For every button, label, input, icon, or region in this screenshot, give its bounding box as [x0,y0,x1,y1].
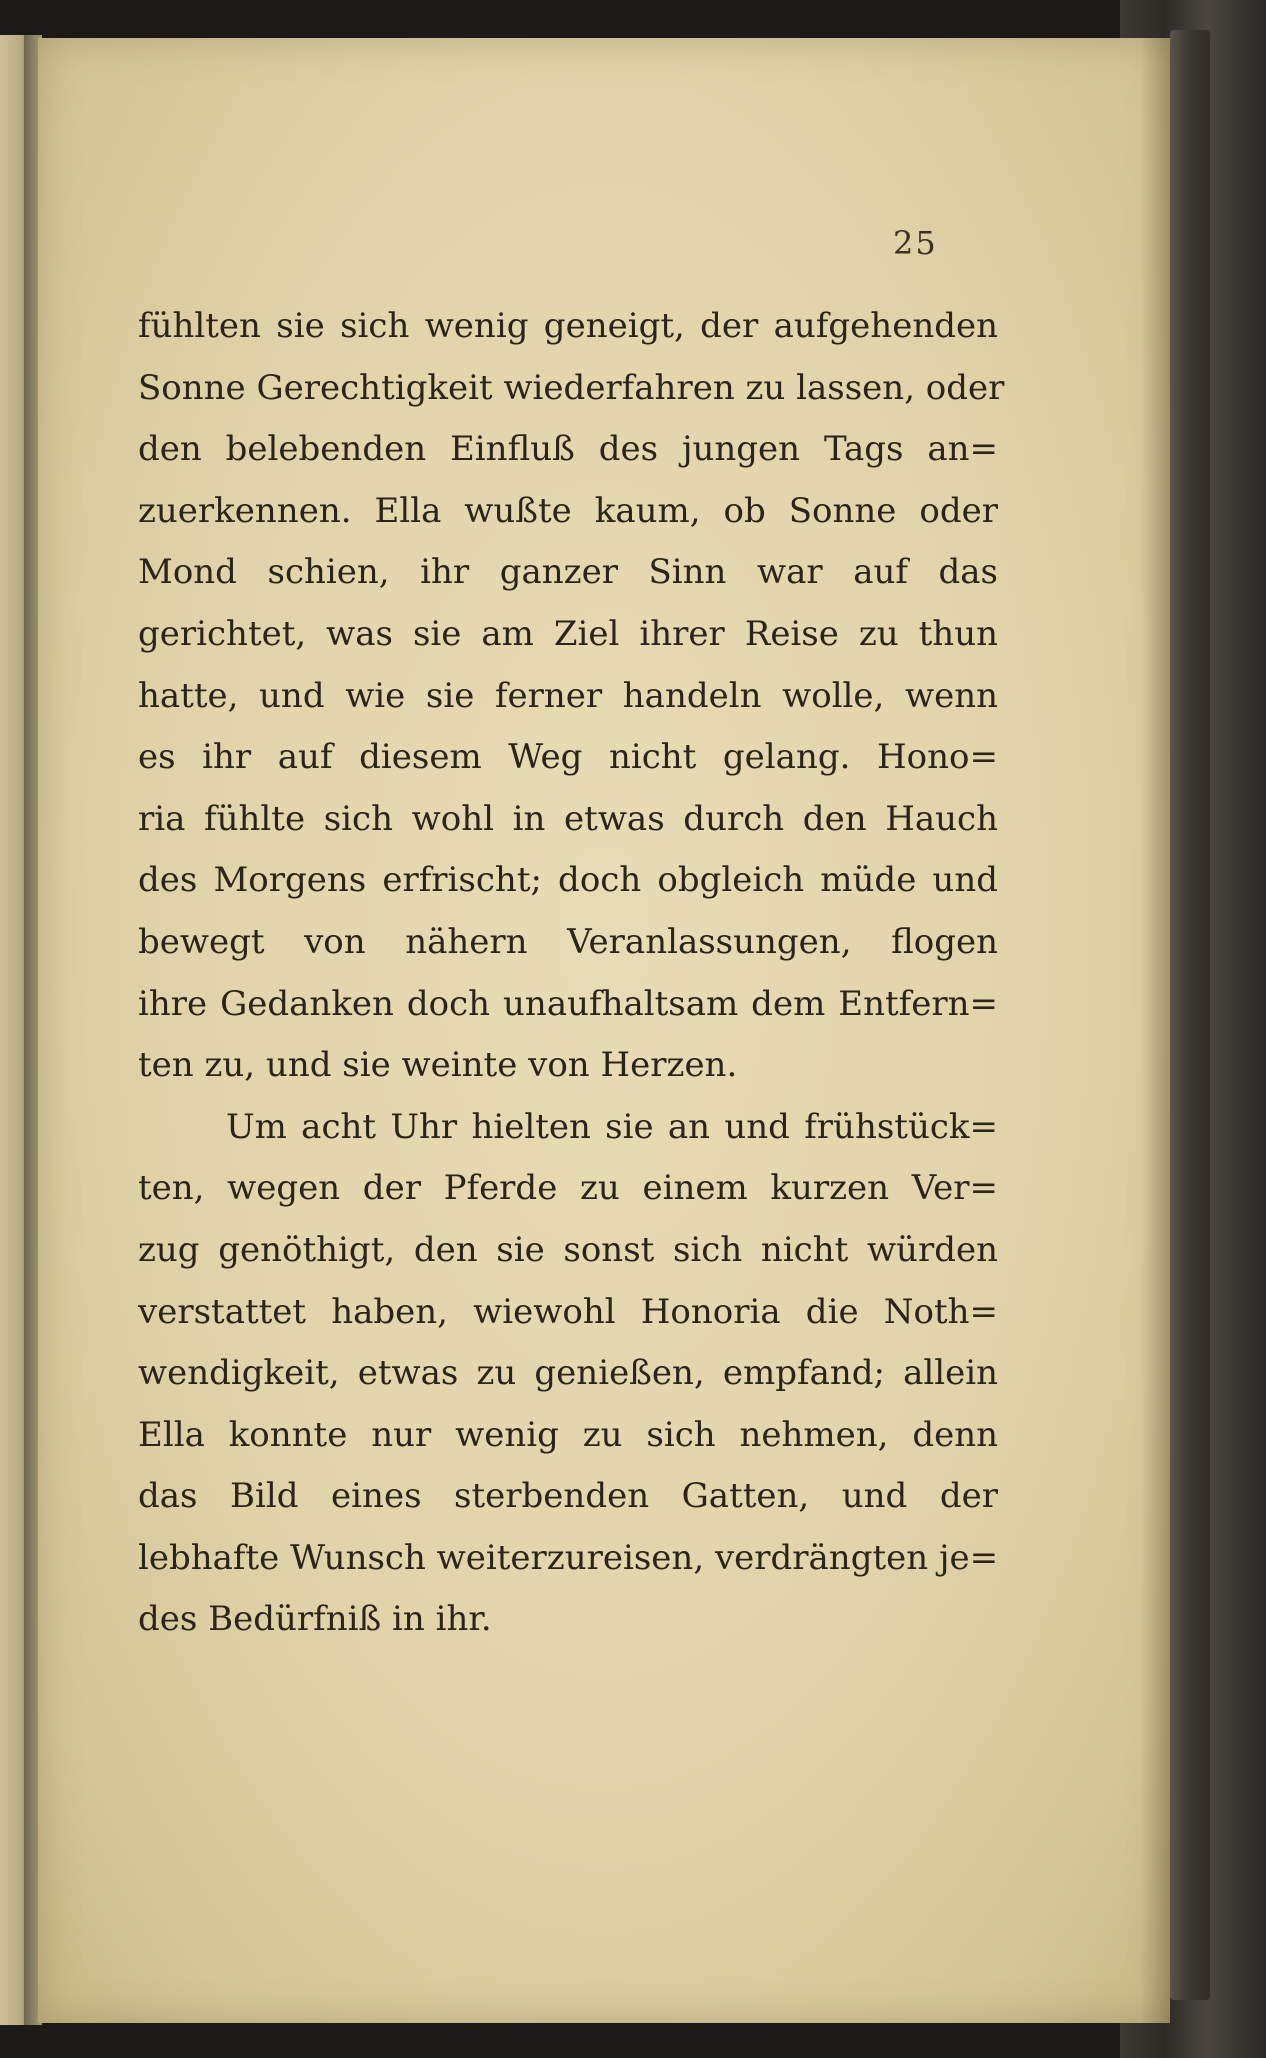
paragraph-end-line: ten zu, und sie weinte von Herzen. [138,1045,738,1086]
text-line: es ihr auf diesem Weg nicht gelang. Hono= [138,737,998,778]
text-line: wendigkeit, etwas zu genießen, empfand; allein [138,1353,998,1394]
body-text [138,296,1005,1651]
text-line: ihre Gedanken doch unaufhaltsam dem Entfern= [138,983,998,1024]
text-line: Mond schien, ihr ganzer Sinn war auf das [138,552,998,593]
paragraph-start-line: Um acht Uhr hielten sie an und frühstück= [226,1106,998,1147]
text-line: das Bild eines sterbenden Gatten, und der [138,1476,998,1517]
text-line: verstattet haben, wiewohl Honoria die Noth= [138,1291,998,1332]
book-page [38,38,1170,2023]
text-line: zug genöthigt, den sie sonst sich nicht würden [138,1229,998,1270]
text-line: zuerkennen. Ella wußte kaum, ob Sonne oder [138,490,998,531]
text-line: bewegt von nähern Veranlassungen, flogen [138,921,998,962]
paragraph-end-line: des Bedürfniß in ihr. [138,1599,492,1640]
text-line: Ella konnte nur wenig zu sich nehmen, denn [138,1414,998,1455]
text-line: lebhafte Wunsch weiterzureisen, verdrängten je= [138,1537,999,1578]
text-line: des Morgens erfrischt; doch obgleich müde und [138,860,998,901]
text-line: fühlten sie sich wenig geneigt, der aufgehenden [138,306,998,346]
text-line: ria fühlte sich wohl in etwas durch den Hauch [138,798,998,839]
book-spine-edge [1170,30,1210,2000]
text-line: den belebenden Einfluß des jungen Tags an= [138,429,998,470]
text-line: gerichtet, was sie am Ziel ihrer Reise zu thun [138,613,998,654]
text-line: Sonne Gerechtigkeit wiederfahren zu lassen, oder [138,367,1005,408]
page-number: 25 [893,224,938,262]
text-line: hatte, und wie sie ferner handeln wolle, wenn [138,675,998,716]
text-line: ten, wegen der Pferde zu einem kurzen Ver= [138,1168,998,1209]
page-shadow [1140,38,1170,2023]
